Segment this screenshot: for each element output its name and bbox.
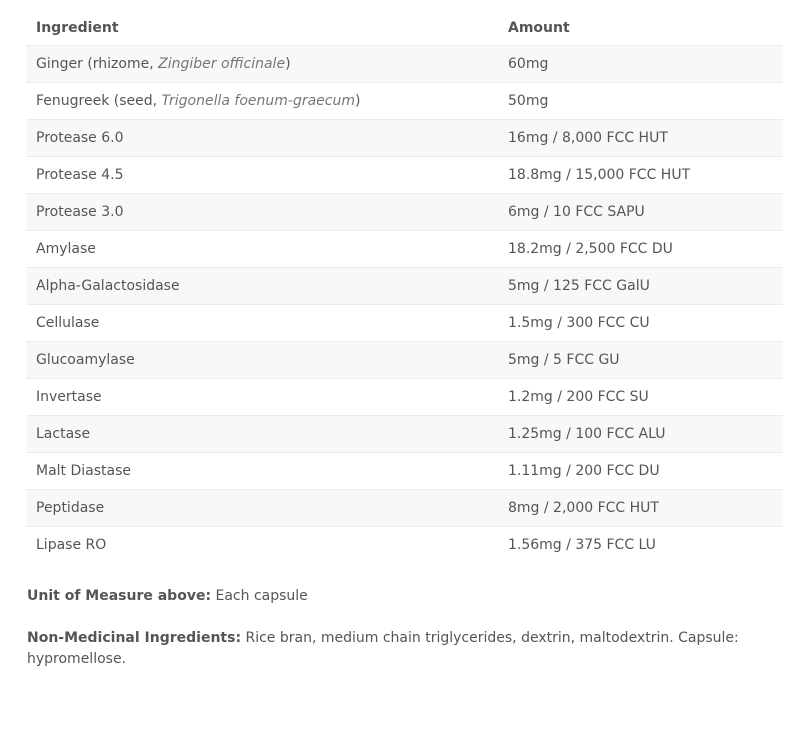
ingredient-name: Protease 3.0 bbox=[36, 204, 124, 220]
amount-cell: 1.25mg / 100 FCC ALU bbox=[498, 416, 783, 453]
ingredient-name: Malt Diastase bbox=[36, 463, 132, 479]
ingredient-latin-name: Trigonella foenum-graecum bbox=[161, 93, 355, 109]
ingredient-name-suffix: ) bbox=[355, 93, 361, 109]
unit-of-measure-label: Unit of Measure above: bbox=[27, 588, 212, 604]
ingredient-name: Lactase bbox=[36, 426, 91, 442]
table-row bbox=[26, 83, 783, 120]
amount-cell: 18.2mg / 2,500 FCC DU bbox=[498, 231, 783, 268]
ingredient-name: Peptidase bbox=[36, 500, 105, 516]
ingredient-name: Fenugreek (seed, bbox=[36, 93, 162, 109]
header-amount: Amount bbox=[498, 10, 783, 46]
table-row bbox=[26, 453, 783, 490]
ingredient-cell bbox=[26, 490, 498, 527]
unit-of-measure-note bbox=[27, 586, 757, 607]
table-row bbox=[26, 416, 783, 453]
ingredient-cell bbox=[26, 268, 498, 305]
ingredient-name: Lipase RO bbox=[36, 537, 107, 553]
table-row bbox=[26, 120, 783, 157]
non-medicinal-ingredients-label: Non-Medicinal Ingredients: bbox=[27, 630, 242, 646]
ingredient-cell bbox=[26, 416, 498, 453]
table-row bbox=[26, 379, 783, 416]
table-header-row bbox=[26, 10, 783, 46]
ingredients-table bbox=[26, 10, 783, 563]
non-medicinal-ingredients-note bbox=[27, 628, 757, 670]
ingredient-name: Amylase bbox=[36, 241, 96, 257]
table-row bbox=[26, 194, 783, 231]
amount-cell: 5mg / 125 FCC GalU bbox=[498, 268, 783, 305]
non-medicinal-ingredients-text: Rice bran, medium chain triglycerides, dextrin, maltodextrin. Capsule: hypromellose. bbox=[27, 630, 739, 667]
header-ingredient: Ingredient bbox=[26, 10, 498, 46]
ingredient-name: Alpha-Galactosidase bbox=[36, 278, 180, 294]
table-row bbox=[26, 305, 783, 342]
amount-cell: 5mg / 5 FCC GU bbox=[498, 342, 783, 379]
table-row bbox=[26, 527, 783, 564]
table-body bbox=[26, 46, 783, 564]
ingredient-cell bbox=[26, 453, 498, 490]
table-row bbox=[26, 46, 783, 83]
ingredient-cell bbox=[26, 120, 498, 157]
ingredient-cell bbox=[26, 342, 498, 379]
ingredient-name: Protease 6.0 bbox=[36, 130, 124, 146]
ingredient-name: Ginger (rhizome, bbox=[36, 56, 159, 72]
amount-cell: 50mg bbox=[498, 83, 783, 120]
ingredient-name: Invertase bbox=[36, 389, 102, 405]
table-row bbox=[26, 157, 783, 194]
amount-cell: 1.5mg / 300 FCC CU bbox=[498, 305, 783, 342]
amount-cell: 6mg / 10 FCC SAPU bbox=[498, 194, 783, 231]
amount-cell: 1.2mg / 200 FCC SU bbox=[498, 379, 783, 416]
ingredient-name: Protease 4.5 bbox=[36, 167, 124, 183]
ingredient-name: Glucoamylase bbox=[36, 352, 135, 368]
amount-cell: 1.56mg / 375 FCC LU bbox=[498, 527, 783, 564]
unit-of-measure-text: Each capsule bbox=[211, 588, 308, 604]
ingredient-cell bbox=[26, 305, 498, 342]
table-row bbox=[26, 490, 783, 527]
amount-cell: 1.11mg / 200 FCC DU bbox=[498, 453, 783, 490]
ingredient-latin-name: Zingiber officinale bbox=[158, 56, 286, 72]
ingredient-cell bbox=[26, 527, 498, 564]
ingredient-cell bbox=[26, 231, 498, 268]
ingredient-name-suffix: ) bbox=[285, 56, 291, 72]
amount-cell: 8mg / 2,000 FCC HUT bbox=[498, 490, 783, 527]
amount-cell: 18.8mg / 15,000 FCC HUT bbox=[498, 157, 783, 194]
ingredient-cell bbox=[26, 83, 498, 120]
ingredient-name: Cellulase bbox=[36, 315, 100, 331]
table-row bbox=[26, 231, 783, 268]
table-row bbox=[26, 342, 783, 379]
ingredient-cell bbox=[26, 194, 498, 231]
table-row bbox=[26, 268, 783, 305]
amount-cell: 60mg bbox=[498, 46, 783, 83]
amount-cell: 16mg / 8,000 FCC HUT bbox=[498, 120, 783, 157]
ingredient-cell bbox=[26, 379, 498, 416]
ingredient-cell bbox=[26, 157, 498, 194]
ingredient-cell bbox=[26, 46, 498, 83]
